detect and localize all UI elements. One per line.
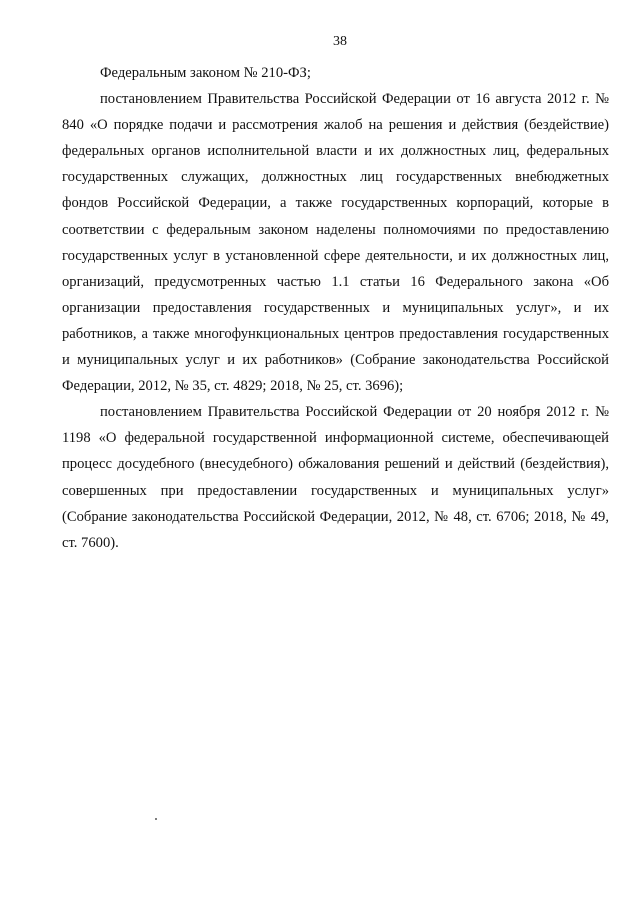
paragraph-resolution-840: постановлением Правительства Российской Федерации от 16 августа 2012 г. № 840 «О порядке подачи и рассмотрения жалоб на решения и действия (бездействие) федеральных органов исполнительной власти и их должностных лиц, федеральных государственных служащих, должностных лиц государственных внебюджетных фондов Российской Федерации, а также государственных корпораций, которые в соответствии с федеральным законом наделены полномочиями по предоставлению государственных услуг в установленной сфере деятельности, и их должностных лиц, организаций, предусмотренных частью 1.1 статьи 16 Федерального закона «Об организации предоставления государственных и муниципальных услуг», и их работников, а также многофункциональных центров предоставления государственных и муниципальных услуг и их работников» (Собрание законодательства Российской Федерации, 2012, № 35, ст. 4829; 2018, № 25, ст. 3696); [62, 91, 609, 395]
scan-speck [155, 818, 157, 820]
paragraph-federal-law-210: Федеральным законом № 210-ФЗ; [100, 65, 311, 81]
paragraph-resolution-1198: постановлением Правительства Российской Федерации от 20 ноября 2012 г. № 1198 «О федеральной государственной информационной системе, обеспечивающей процесс досудебного (внесудебного) обжалования решений и действий (бездействия), совершенных при предоставлении государственных и муниципальных услуг» (Собрание законодательства Российской Федерации, 2012, № 48, ст. 6706; 2018, № 49, ст. 7600). [62, 404, 609, 551]
document-body [62, 60, 609, 556]
page-number: 38 [333, 34, 347, 49]
